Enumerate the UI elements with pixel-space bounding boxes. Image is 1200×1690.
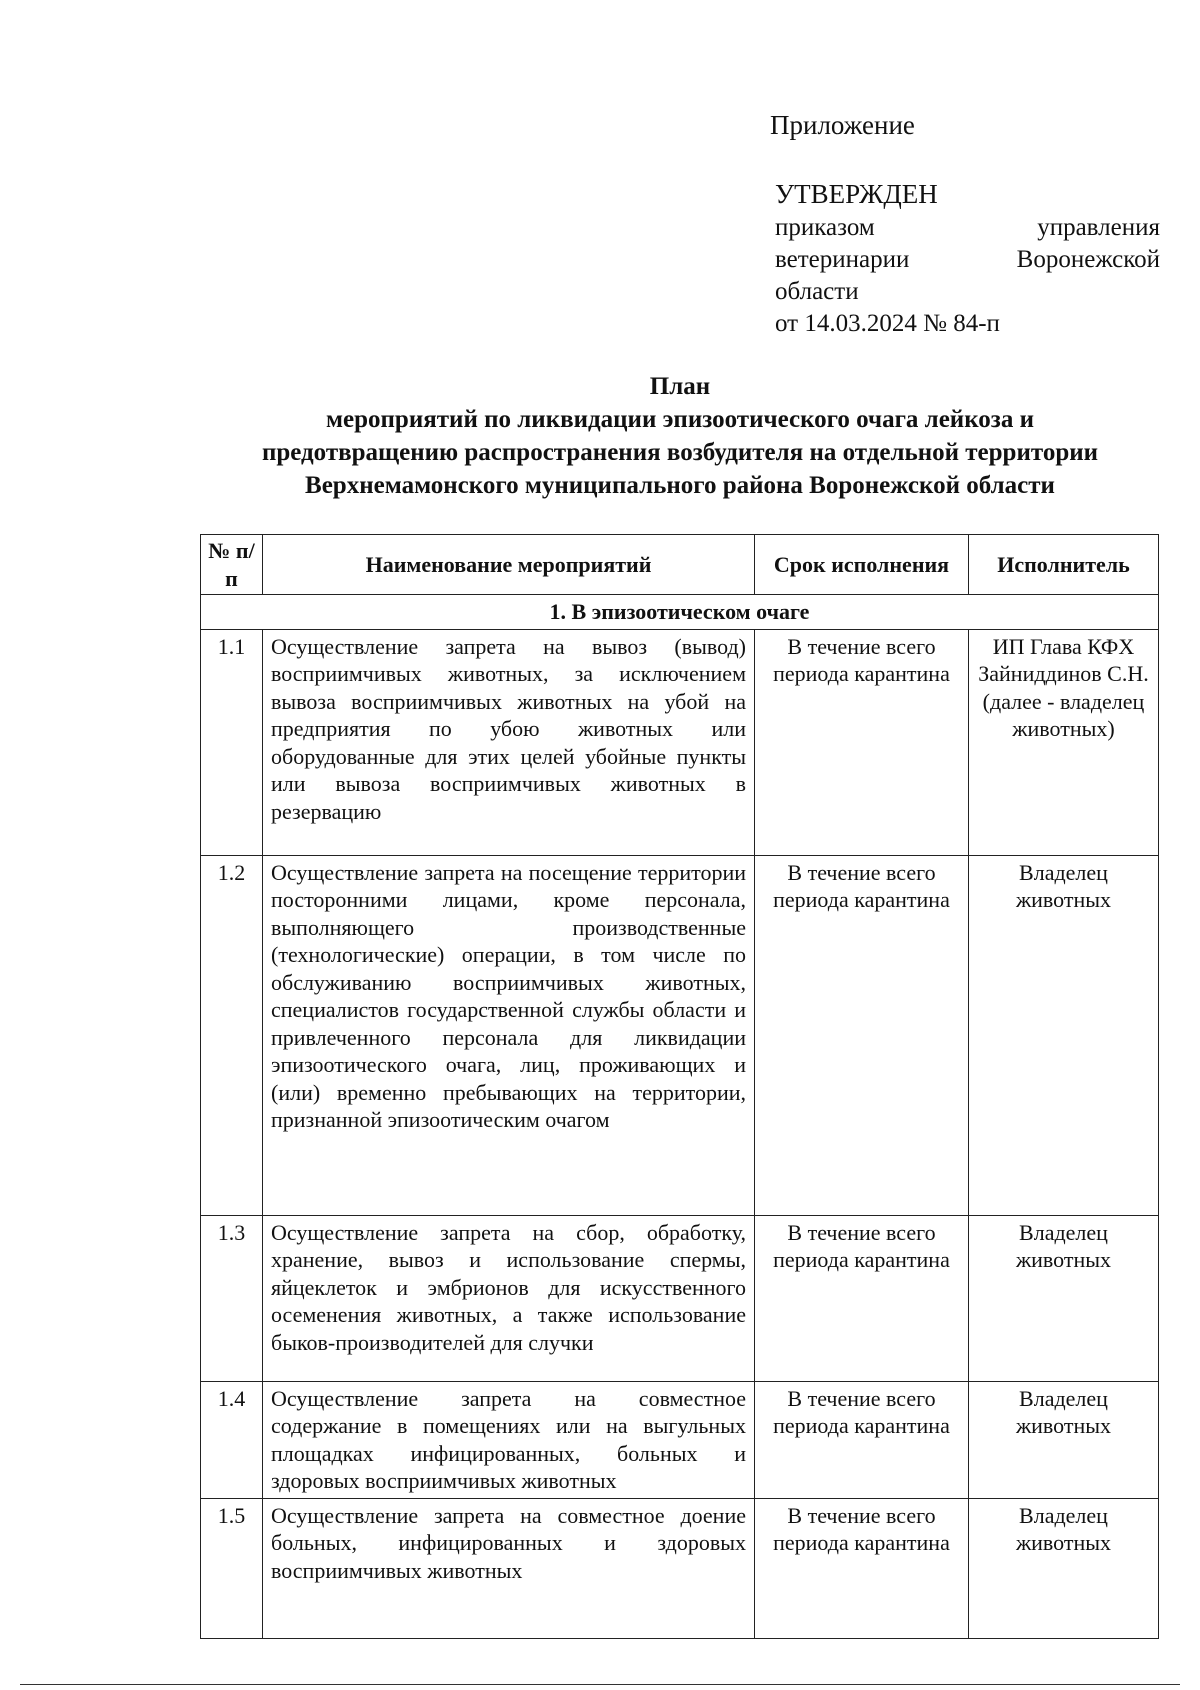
table-row [201,1381,1159,1498]
row-text: Осуществление запрета на вывоз (вывод) восприимчивых животных, за исключением вывоза восприимчивых животных на убой на предприятия по убою животных или оборудованные для этих целей убойные пункты или вывоза восприимчивых животных в резервацию [263,629,755,855]
appendix-label: Приложение [770,110,915,140]
row-executor: Владелец животных [969,1381,1159,1498]
title-line: Верхнемамонского муниципального района Воронежской области [305,472,1055,499]
title-line: мероприятий по ликвидации эпизоотического очага лейкоза и [326,406,1034,433]
row-text: Осуществление запрета на совместное содержание в помещениях или на выгульных площадках инфицированных, больных и здоровых восприимчивых животных [263,1381,755,1498]
row-num: 1.1 [201,629,263,855]
approved-order-date: от 14.03.2024 № 84-п [775,310,1000,337]
section-row [201,595,1159,630]
title-line: План [649,373,711,400]
row-num: 1.3 [201,1215,263,1381]
row-term: В течение всего периода карантина [755,1215,969,1381]
section-title: 1. В эпизоотическом очаге [201,595,1159,630]
row-num: 1.5 [201,1498,263,1638]
row-term: В течение всего периода карантина [755,629,969,855]
table-row [201,1498,1159,1638]
header-num: № п/п [201,535,263,595]
approval-block [775,178,1160,340]
row-term: В течение всего периода карантина [755,1381,969,1498]
row-term: В течение всего периода карантина [755,855,969,1215]
approved-title: УТВЕРЖДЕН [775,179,938,209]
page-bottom-rule [20,1684,1180,1685]
header-term: Срок исполнения [755,535,969,595]
approved-line: ветеринарии Воронежской [775,246,1160,273]
table-header-row [201,535,1159,595]
measures-table [200,534,1159,1639]
table-row [201,629,1159,855]
header-name: Наименование мероприятий [263,535,755,595]
row-num: 1.2 [201,855,263,1215]
row-term: В течение всего периода карантина [755,1498,969,1638]
row-executor: Владелец животных [969,1498,1159,1638]
row-text: Осуществление запрета на сбор, обработку, хранение, вывоз и использование спермы, яйцеклеток и эмбрионов для искусственного осеменения животных, а также использование быков-производителей для случки [263,1215,755,1381]
approved-line: области [775,278,859,305]
row-executor: Владелец животных [969,1215,1159,1381]
table-row [201,855,1159,1215]
title-line: предотвращению распространения возбудителя на отдельной территории [261,439,1099,466]
row-text: Осуществление запрета на посещение территории посторонними лицами, кроме персонала, выполняющего производственные (технологические) операции, в том числе по обслуживанию восприимчивых животных, специалистов государственной службы области и привлеченного персонала для ликвидации эпизоотического очага, лиц, проживающих и (или) временно пребывающих на территории, признанной эпизоотическим очагом [263,855,755,1215]
row-num: 1.4 [201,1381,263,1498]
approved-line: приказом управления [775,214,1160,241]
row-text: Осуществление запрета на совместное доение больных, инфицированных и здоровых восприимчивых животных [263,1498,755,1638]
header-executor: Исполнитель [969,535,1159,595]
row-executor: ИП Глава КФХ Зайниддинов С.Н. (далее - владелец животных) [969,629,1159,855]
table-row [201,1215,1159,1381]
row-executor: Владелец животных [969,855,1159,1215]
document-title [190,370,1170,502]
